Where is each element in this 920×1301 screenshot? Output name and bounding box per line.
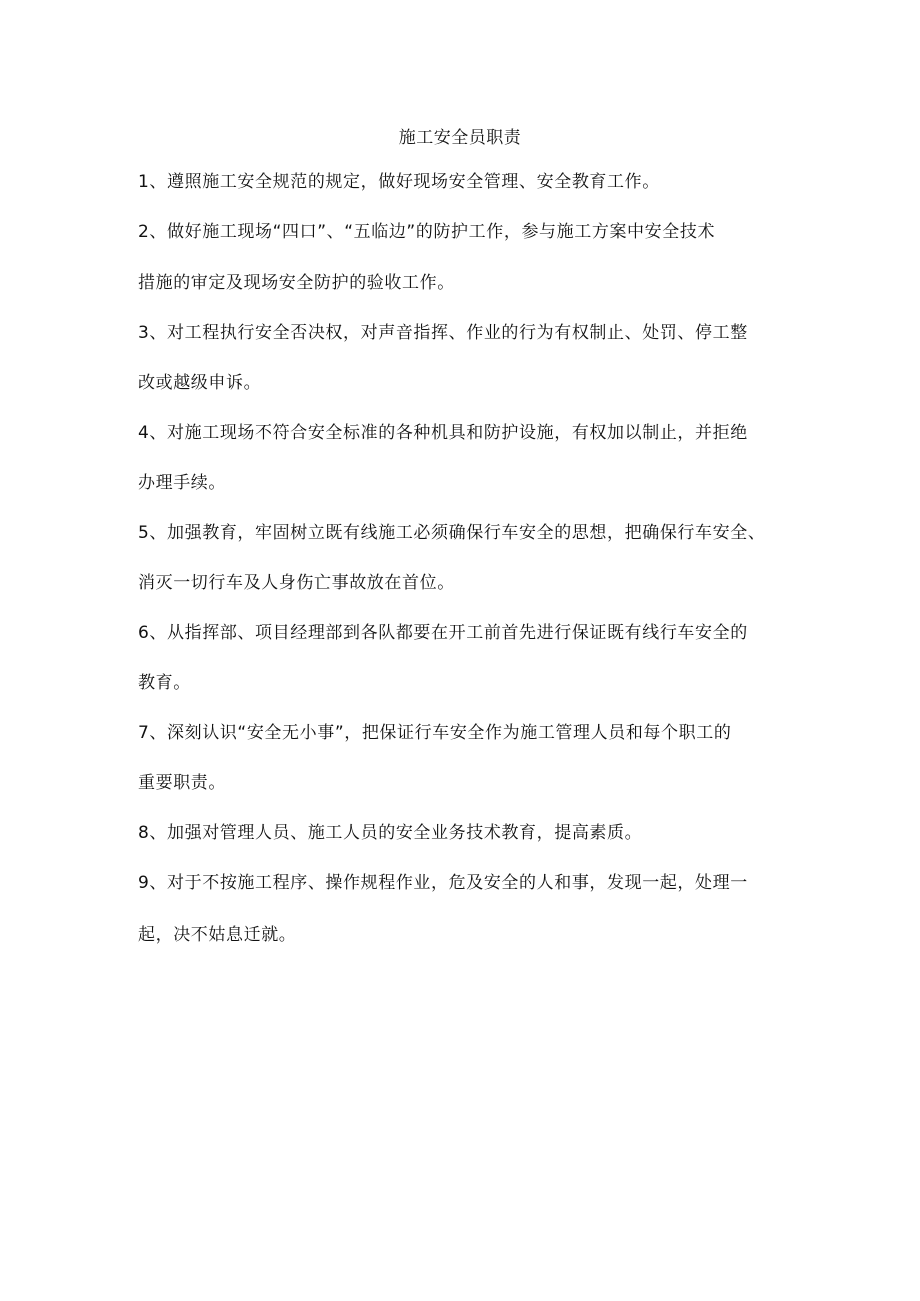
text-line: 8、加强对管理人员、施工人员的安全业务技术教育，提高素质。 [138, 823, 643, 843]
text-line: 办理手续。 [138, 473, 226, 493]
text-line: 措施的审定及现场安全防护的验收工作。 [138, 273, 455, 293]
text-line: 重要职责。 [138, 773, 226, 793]
text-line: 消灭一切行车及人身伤亡事故放在首位。 [138, 573, 455, 593]
text-line: 起，决不姑息迁就。 [138, 925, 297, 945]
document-title: 施工安全员职责 [398, 128, 522, 148]
text-line: 4、对施工现场不符合安全标准的各种机具和防护设施，有权加以制止，并拒绝 [138, 423, 748, 443]
text-line: 7、深刻认识“安全无小事”，把保证行车安全作为施工管理人员和每个职工的 [138, 723, 732, 743]
text-line: 5、加强教育，牢固树立既有线施工必须确保行车安全的思想，把确保行车安全、 [138, 523, 766, 543]
text-line: 9、对于不按施工程序、操作规程作业，危及安全的人和事，发现一起，处理一 [138, 873, 748, 893]
text-line: 教育。 [138, 673, 191, 693]
text-line: 3、对工程执行安全否决权，对声音指挥、作业的行为有权制止、处罚、停工整 [138, 323, 748, 343]
text-line: 2、做好施工现场“四口”、“五临边”的防护工作，参与施工方案中安全技术 [138, 222, 716, 242]
text-line: 改或越级申诉。 [138, 373, 262, 393]
text-line: 1、遵照施工安全规范的规定，做好现场安全管理、安全教育工作。 [138, 172, 660, 192]
text-line: 6、从指挥部、项目经理部到各队都要在开工前首先进行保证既有线行车安全的 [138, 623, 748, 643]
